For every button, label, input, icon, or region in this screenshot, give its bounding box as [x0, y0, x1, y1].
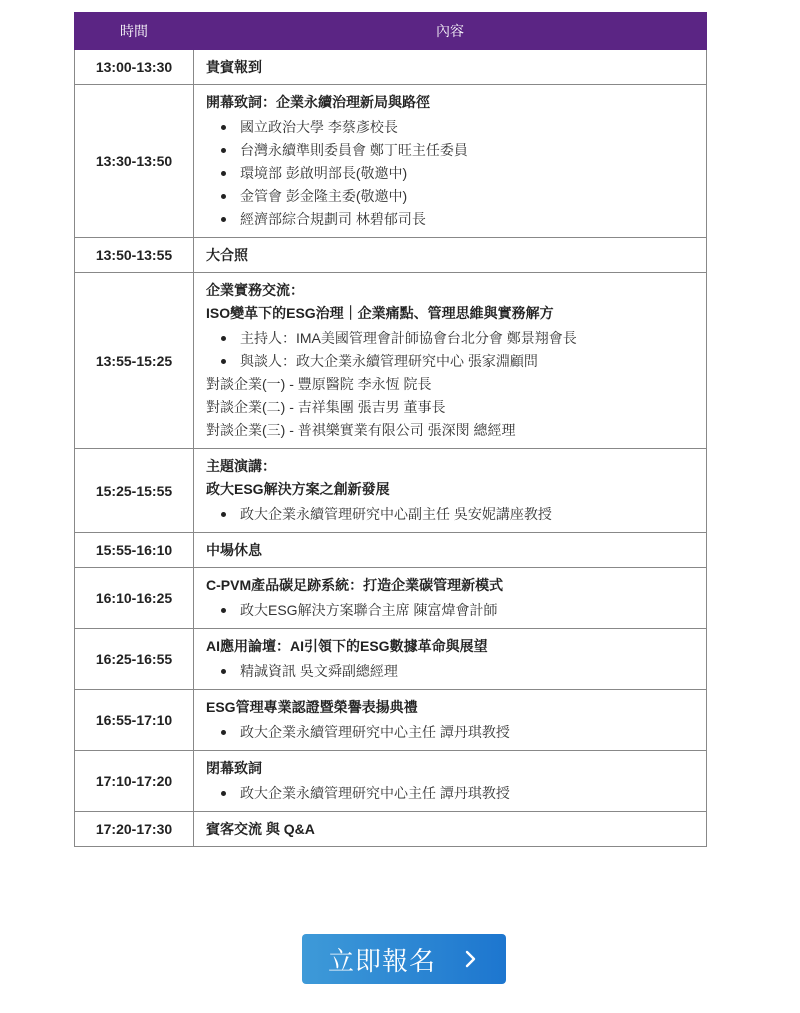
row-time: 16:55-17:10 [75, 690, 194, 751]
row-content [194, 273, 707, 449]
row-title: 閉幕致詞 [206, 760, 262, 776]
row-content [194, 238, 707, 273]
row-subtitle: ISO變革下的ESG治理｜企業痛點、管理思維與實務解方 [206, 305, 554, 321]
speaker-list [206, 599, 694, 622]
row-time: 17:20-17:30 [75, 812, 194, 847]
table-row [75, 50, 707, 85]
row-content [194, 50, 707, 85]
row-content [194, 690, 707, 751]
discussion-companies [206, 373, 694, 442]
table-row [75, 812, 707, 847]
row-time: 13:30-13:50 [75, 85, 194, 238]
row-content [194, 568, 707, 629]
register-button[interactable] [302, 934, 506, 984]
list-item: 政大企業永續管理研究中心副主任 吳安妮講座教授 [206, 503, 694, 526]
table-row [75, 449, 707, 533]
table-header-row [75, 13, 707, 50]
list-item: 政大ESG解決方案聯合主席 陳富煒會計師 [206, 599, 694, 622]
row-title: 大合照 [206, 246, 248, 263]
row-subtitle: 政大ESG解決方案之創新發展 [206, 481, 390, 497]
list-item: 國立政治大學 李蔡彥校長 [206, 116, 694, 139]
table-row [75, 690, 707, 751]
list-item: 金管會 彭金隆主委(敬邀中) [206, 185, 694, 208]
speaker-list [206, 116, 694, 231]
row-content [194, 629, 707, 690]
row-content [194, 812, 707, 847]
company-line: 對談企業(三) - 普祺樂實業有限公司 張深閔 總經理 [206, 422, 516, 438]
speaker-list [206, 721, 694, 744]
table-row [75, 751, 707, 812]
register-button-label: 立即報名 [327, 945, 436, 976]
table-row [75, 238, 707, 273]
list-item: 台灣永續準則委員會 鄭丁旺主任委員 [206, 139, 694, 162]
header-content: 內容 [194, 13, 707, 50]
row-content [194, 85, 707, 238]
row-title: AI應用論壇：AI引領下的ESG數據革命與展望 [206, 638, 488, 654]
speaker-list [206, 503, 694, 526]
row-content [194, 751, 707, 812]
row-title: 開幕致詞：企業永續治理新局與路徑 [206, 94, 430, 110]
list-item: 政大企業永續管理研究中心主任 譚丹琪教授 [206, 721, 694, 744]
row-title: ESG管理專業認證暨榮譽表揚典禮 [206, 699, 418, 715]
table-row [75, 273, 707, 449]
speaker-list [206, 327, 694, 373]
row-time: 16:10-16:25 [75, 568, 194, 629]
row-time: 13:00-13:30 [75, 50, 194, 85]
table-row [75, 568, 707, 629]
list-item: 與談人：政大企業永續管理研究中心 張家淵顧問 [206, 350, 694, 373]
table-row [75, 533, 707, 568]
speaker-list [206, 782, 694, 805]
row-content [194, 449, 707, 533]
row-time: 17:10-17:20 [75, 751, 194, 812]
agenda-table [74, 12, 707, 847]
list-item: 環境部 彭啟明部長(敬邀中) [206, 162, 694, 185]
table-row [75, 85, 707, 238]
row-title: 企業實務交流： [206, 282, 304, 298]
chevron-right-icon [460, 949, 480, 969]
table-row [75, 629, 707, 690]
list-item: 精誠資訊 吳文舜副總經理 [206, 660, 694, 683]
header-time: 時間 [75, 13, 194, 50]
list-item: 主持人：IMA美國管理會計師協會台北分會 鄭景翔會長 [206, 327, 694, 350]
row-time: 13:55-15:25 [75, 273, 194, 449]
row-content [194, 533, 707, 568]
speaker-list [206, 660, 694, 683]
list-item: 經濟部綜合規劃司 林碧郁司長 [206, 208, 694, 231]
row-time: 15:25-15:55 [75, 449, 194, 533]
row-title: C-PVM產品碳足跡系統：打造企業碳管理新模式 [206, 577, 504, 593]
row-title: 賓客交流 與 Q&A [206, 820, 315, 837]
row-title: 中場休息 [206, 541, 262, 558]
row-title: 主題演講： [206, 458, 276, 474]
row-time: 15:55-16:10 [75, 533, 194, 568]
row-time: 16:25-16:55 [75, 629, 194, 690]
company-line: 對談企業(一) - 豐原醫院 李永恆 院長 [206, 376, 432, 392]
company-line: 對談企業(二) - 吉祥集團 張吉男 董事長 [206, 399, 446, 415]
row-time: 13:50-13:55 [75, 238, 194, 273]
row-title: 貴賓報到 [206, 58, 262, 75]
list-item: 政大企業永續管理研究中心主任 譚丹琪教授 [206, 782, 694, 805]
